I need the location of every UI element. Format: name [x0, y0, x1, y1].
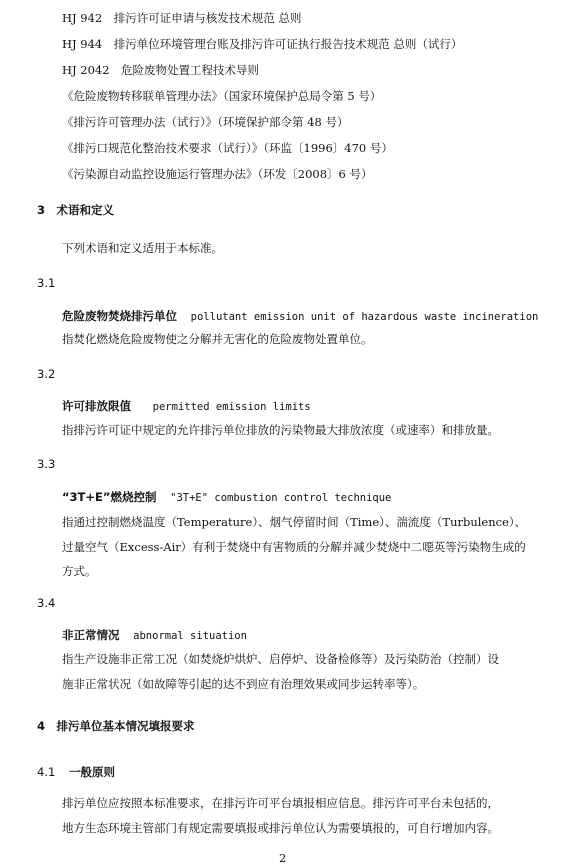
- term-title-cn: 非正常情况: [62, 628, 120, 642]
- reference-item: 《污染源自动监控设施运行管理办法》（环发〔2008〕6 号）: [62, 167, 373, 181]
- term-title-cn: 危险废物焚烧排污单位: [62, 309, 177, 323]
- section-intro: 下列术语和定义适用于本标准。: [62, 241, 223, 255]
- term-title: [62, 489, 391, 506]
- term-title: [62, 398, 311, 415]
- term-definition-line: 指生产设施非正常工况（如焚烧炉烘炉、启停炉、设备检修等）及污染防治（控制）设: [62, 652, 499, 666]
- reference-item: 《危险废物转移联单管理办法》（国家环境保护总局令第 5 号）: [62, 89, 382, 103]
- reference-item: 《排污许可管理办法（试行）》（环境保护部令第 48 号）: [62, 115, 349, 129]
- section-heading: 4 排污单位基本情况填报要求: [37, 719, 195, 733]
- clause-number: 3.3: [37, 457, 56, 471]
- term-definition: 指焚化燃烧危险废物使之分解并无害化的危险废物处置单位。: [62, 332, 373, 346]
- reference-item: HJ 2042 危险废物处置工程技术导则: [62, 63, 260, 77]
- paragraph-line: 排污单位应按照本标准要求，在排污许可平台填报相应信息。排污许可平台未包括的，: [62, 796, 499, 810]
- term-title-en: pollutant emission unit of hazardous waste incineration: [190, 311, 539, 323]
- term-definition-line: 过量空气（Excess-Air）有利于焚烧中有害物质的分解并减少焚烧中二噁英等污染物生成的: [62, 540, 526, 554]
- term-definition-line: 施非正常状况（如故障等引起的达不到应有治理效果或同步运转率等）。: [62, 677, 425, 691]
- section-heading: 3 术语和定义: [37, 203, 115, 217]
- term-definition-line: 方式。: [62, 564, 97, 578]
- term-title-cn: 许可排放限值: [62, 399, 131, 413]
- term-title-en: abnormal situation: [133, 630, 247, 642]
- term-title: [62, 627, 247, 644]
- term-title-en: permitted emission limits: [152, 401, 311, 413]
- term-title-en: "3T+E" combustion control technique: [170, 492, 392, 504]
- term-definition-line: 指通过控制燃烧温度（Temperature）、烟气停留时间（Time）、湍流度（Turbulence）、: [62, 515, 527, 529]
- term-definition: 指排污许可证中规定的允许排污单位排放的污染物最大排放浓度（或速率）和排放量。: [62, 423, 499, 437]
- paragraph-line: 地方生态环境主管部门有规定需要填报或排污单位认为需要填报的，可自行增加内容。: [62, 821, 499, 835]
- term-title: [62, 308, 538, 325]
- subsection-number: 4.1: [37, 765, 56, 779]
- reference-item: HJ 944 排污单位环境管理台账及排污许可证执行报告技术规范 总则（试行）: [62, 37, 463, 51]
- reference-item: HJ 942 排污许可证申请与核发技术规范 总则: [62, 11, 302, 25]
- subsection-heading: [37, 764, 115, 780]
- clause-number: 3.4: [37, 596, 56, 610]
- clause-number: 3.1: [37, 276, 56, 290]
- page-number: 2: [279, 851, 287, 865]
- term-title-cn: “3T+E”燃烧控制: [62, 490, 157, 504]
- subsection-title: 一般原则: [68, 765, 115, 779]
- reference-item: 《排污口规范化整治技术要求（试行）》（环监〔1996〕470 号）: [62, 141, 393, 155]
- clause-number: 3.2: [37, 367, 56, 381]
